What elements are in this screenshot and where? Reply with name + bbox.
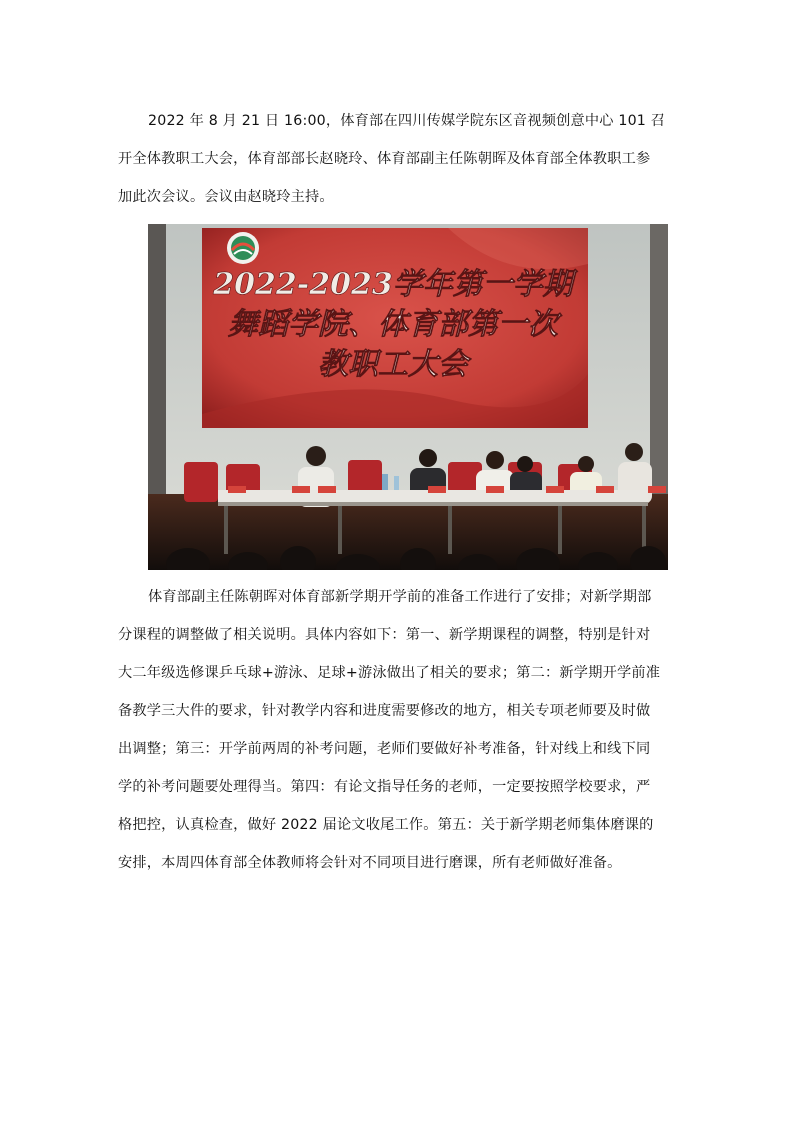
- paragraph-line: 大二年级选修课乒乓球+游泳、足球+游泳做出了相关的要求；第二：新学期开学前准: [118, 665, 661, 681]
- school-logo-icon: [227, 232, 259, 264]
- intro-paragraph: [118, 102, 674, 216]
- paragraph-line: 备教学三大件的要求，针对教学内容和进度需要修改的地方，相关专项老师要及时做: [118, 703, 651, 719]
- paragraph-line: 出调整；第三：开学前两周的补考问题，老师们要做好补考准备，针对线上和线下同: [118, 741, 651, 757]
- banner-line-2: 舞蹈学院、体育部第一次: [228, 307, 558, 342]
- paragraph-line: 加此次会议。会议由赵晓玲主持。: [118, 189, 334, 205]
- paragraph-line: 体育部副主任陈朝晖对体育部新学期开学前的准备工作进行了安排；对新学期部: [148, 589, 652, 605]
- meeting-photo: [148, 224, 668, 570]
- paragraph-line: 分课程的调整做了相关说明。具体内容如下：第一、新学期课程的调整，特别是针对: [118, 627, 651, 643]
- details-paragraph: [118, 578, 674, 882]
- banner-line-1: 2022-2023学年第一学期: [213, 267, 573, 302]
- paragraph-line: 格把控，认真检查，做好 2022 届论文收尾工作。第五：关于新学期老师集体磨课的: [118, 817, 654, 833]
- paragraph-line: 开全体教职工大会，体育部部长赵晓玲、体育部副主任陈朝晖及体育部全体教职工参: [118, 151, 651, 167]
- paragraph-line: 安排，本周四体育部全体教师将会针对不同项目进行磨课，所有老师做好准备。: [118, 855, 622, 871]
- banner-line-3: 教职工大会: [318, 347, 468, 382]
- paragraph-line: 2022 年 8 月 21 日 16:00，体育部在四川传媒学院东区音视频创意中心 101 召: [148, 113, 666, 129]
- paragraph-line: 学的补考问题要处理得当。第四：有论文指导任务的老师，一定要按照学校要求，严: [118, 779, 651, 795]
